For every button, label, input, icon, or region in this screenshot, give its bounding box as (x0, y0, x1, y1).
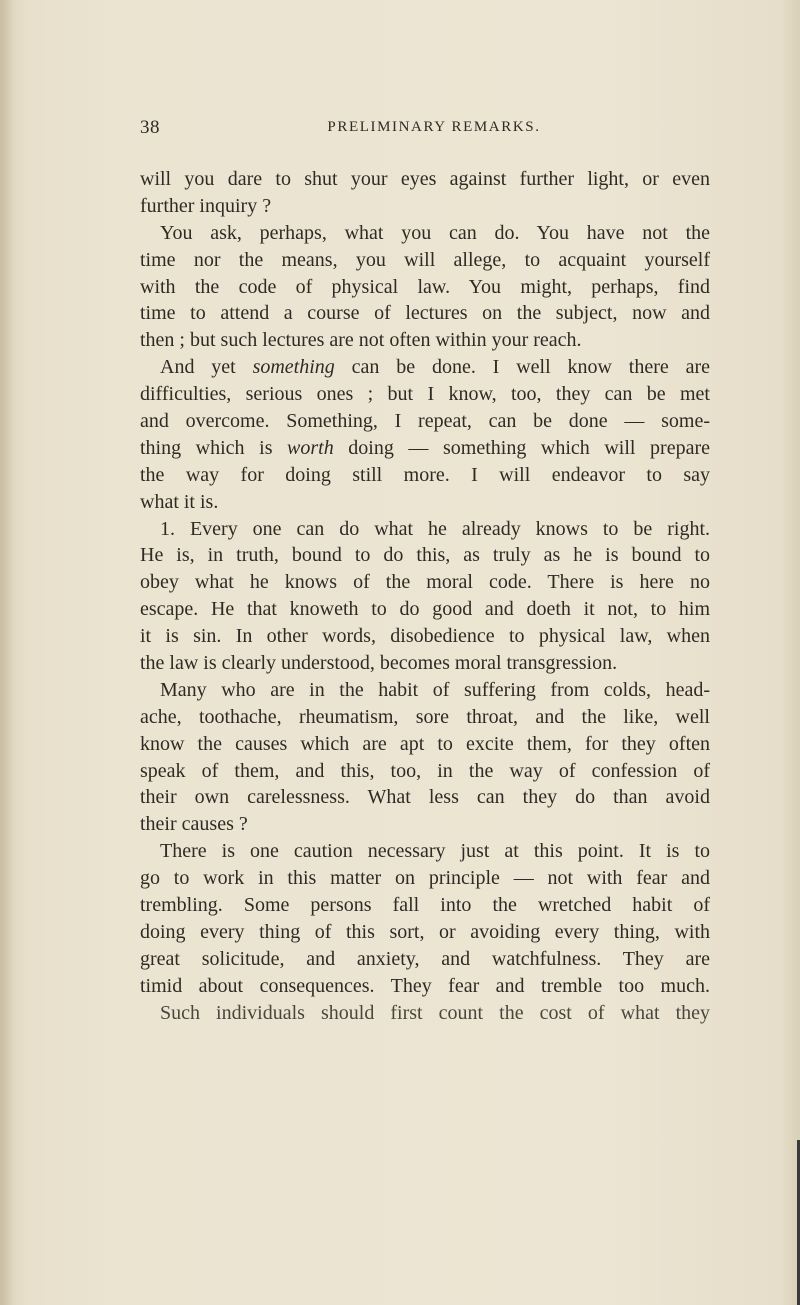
text-run: then ; but such lectures are not often within your reach. (140, 329, 582, 352)
text-run: speak of them, and this, too, in the way of confession of (140, 759, 710, 782)
page-header (140, 117, 708, 141)
text-line (140, 596, 710, 623)
text-line (140, 784, 710, 811)
text-run: trembling. Some persons fall into the wretched habit of (140, 894, 710, 917)
text-line (140, 247, 710, 274)
text-run: timid about consequences. They fear and tremble too much. (140, 974, 710, 997)
text-run: the law is clearly understood, becomes moral transgression. (140, 652, 618, 675)
text-run: with the code of physical law. You might, perhaps, find (140, 275, 710, 298)
text-line (140, 569, 710, 596)
text-line (140, 704, 710, 731)
text-run: what it is. (140, 490, 219, 513)
text-run: time nor the means, you will allege, to acquaint yourself (140, 248, 710, 271)
text-run: further inquiry ? (140, 194, 272, 217)
emphasized-word: worth (287, 436, 334, 459)
text-line (140, 811, 710, 838)
body-text (140, 166, 710, 1027)
text-run: and overcome. Something, I repeat, can be done — some- (140, 410, 710, 433)
text-line (140, 327, 710, 354)
text-run: doing every thing of this sort, or avoiding every thing, with (140, 920, 710, 943)
text-line (140, 166, 710, 193)
text-line (140, 516, 710, 543)
text-line (140, 973, 710, 1000)
emphasized-word: something (252, 356, 335, 379)
text-run: doing — something which will prepare (333, 436, 710, 459)
text-run: He is, in truth, bound to do this, as truly as he is bound to (140, 544, 710, 567)
text-line (140, 489, 710, 516)
text-line (140, 220, 710, 247)
text-line (140, 300, 710, 327)
text-line (140, 381, 710, 408)
text-run: their own carelessness. What less can they do than avoid (140, 786, 710, 809)
text-run: can be done. I well know there are (334, 356, 710, 379)
text-run: Such individuals should first count the cost of what they (160, 1001, 710, 1024)
text-run: escape. He that knoweth to do good and doeth it not, to him (140, 598, 710, 621)
text-line (140, 193, 710, 220)
text-line (140, 865, 710, 892)
text-run: And yet (160, 356, 253, 379)
text-run: ache, toothache, rheumatism, sore throat, and the like, well (140, 705, 710, 728)
text-line (140, 946, 710, 973)
text-run: the way for doing still more. I will endeavor to say (140, 463, 710, 486)
text-run: thing which is (140, 436, 288, 459)
text-run: time to attend a course of lectures on the subject, now and (140, 302, 710, 325)
page-number: 38 (140, 117, 160, 138)
binding-gutter-shadow (0, 0, 14, 1305)
text-line (140, 354, 710, 381)
text-line (140, 838, 710, 865)
text-run: go to work in this matter on principle — not with fear and (140, 867, 710, 890)
text-run: know the causes which are apt to excite them, for they often (140, 732, 710, 755)
text-line (140, 919, 710, 946)
text-line (140, 435, 710, 462)
text-run: obey what he knows of the moral code. There is here no (140, 571, 710, 594)
text-line (140, 623, 710, 650)
text-line (140, 677, 710, 704)
text-run: difficulties, serious ones ; but I know, too, they can be met (140, 383, 710, 406)
text-line (140, 1000, 710, 1027)
text-run: will you dare to shut your eyes against further light, or even (140, 168, 710, 190)
text-line (140, 731, 710, 758)
text-run: it is sin. In other words, disobedience to physical law, when (140, 625, 710, 648)
text-line (140, 892, 710, 919)
text-line (140, 650, 710, 677)
running-head: PRELIMINARY REMARKS. (327, 119, 541, 135)
text-line (140, 462, 710, 489)
text-line (140, 408, 710, 435)
text-run: There is one caution necessary just at this point. It is to (160, 840, 710, 863)
text-run: 1. Every one can do what he already knows to be right. (160, 517, 710, 540)
text-line (140, 758, 710, 785)
text-run: their causes ? (140, 813, 248, 836)
text-line (140, 542, 710, 569)
text-run: great solicitude, and anxiety, and watchfulness. They are (140, 947, 710, 970)
text-run: You ask, perhaps, what you can do. You have not the (160, 221, 710, 244)
text-run: Many who are in the habit of suffering from colds, head- (160, 678, 710, 701)
text-line (140, 274, 710, 301)
